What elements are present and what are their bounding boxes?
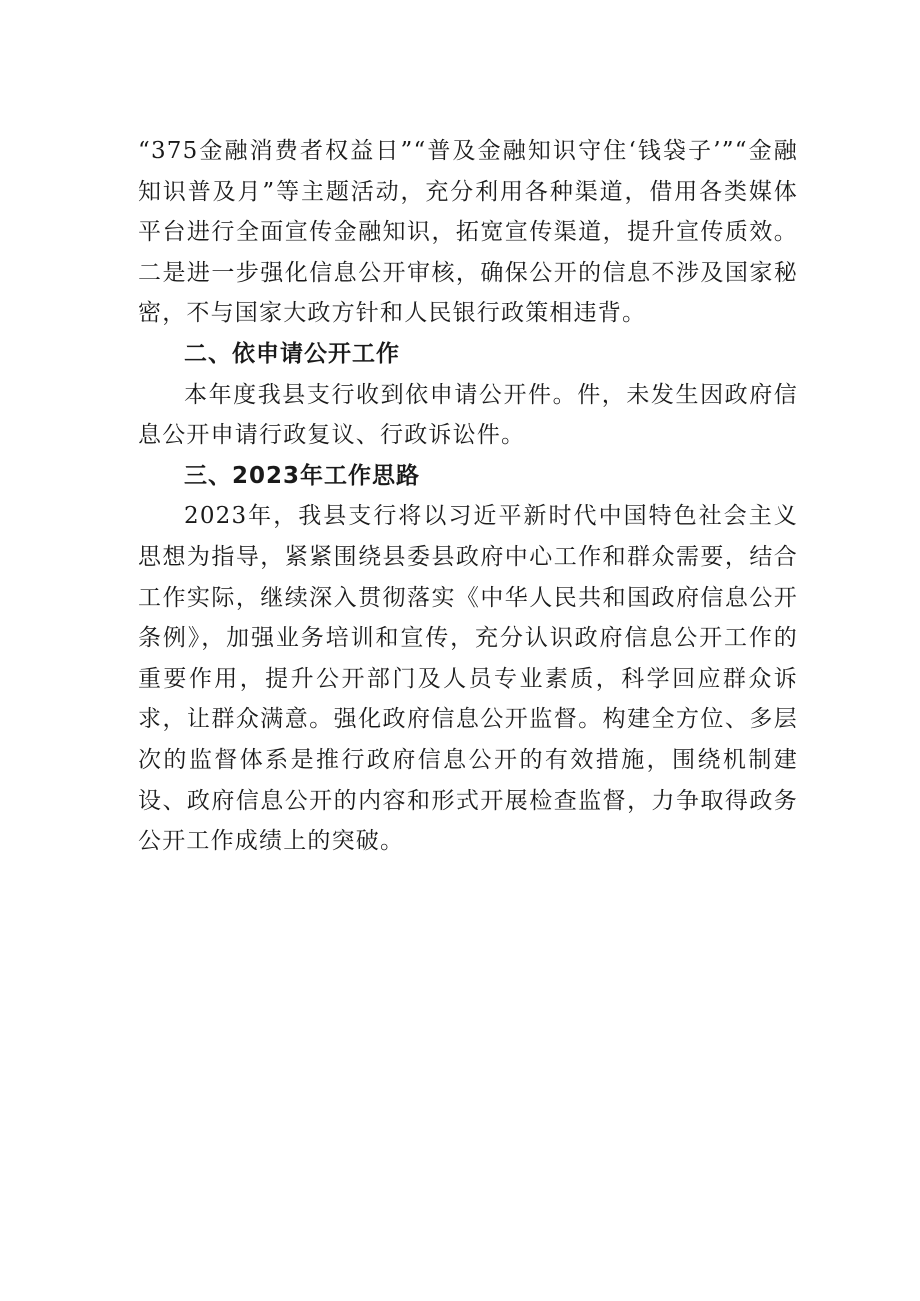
- document-body: [138, 131, 798, 862]
- section-heading-work-plan: 三、2023年工作思路: [184, 462, 421, 489]
- paragraph-continuation: “375金融消费者权益日”“普及金融知识守住‘钱袋子’”“金融知识普及月”等主题活动，充分利用各种渠道，借用各类媒体平台进行全面宣传金融知识，拓宽宣传渠道，提升宣传质效。二是进一步强化信息公开审核，确保公开的信息不涉及国家秘密，不与国家大政方针和人民银行政策相违背。: [138, 138, 798, 327]
- section-heading-application-disclosure: 二、依申请公开工作: [184, 340, 400, 367]
- paragraph-work-plan: 2023年，我县支行将以习近平新时代中国特色社会主义思想为指导，紧紧围绕县委县政府中心工作和群众需要，结合工作实际，继续深入贯彻落实《中华人民共和国政府信息公开条例》，加强业务培训和宣传，充分认识政府信息公开工作的重要作用，提升公开部门及人员专业素质，科学回应群众诉求，让群众满意。强化政府信息公开监督。构建全方位、多层次的监督体系是推行政府信息公开的有效措施，围绕机制建设、政府信息公开的内容和形式开展检查监督，力争取得政务公开工作成绩上的突破。: [138, 503, 798, 855]
- paragraph-application-disclosure: 本年度我县支行收到依申请公开件。件，未发生因政府信息公开申请行政复议、行政诉讼件。: [138, 381, 798, 449]
